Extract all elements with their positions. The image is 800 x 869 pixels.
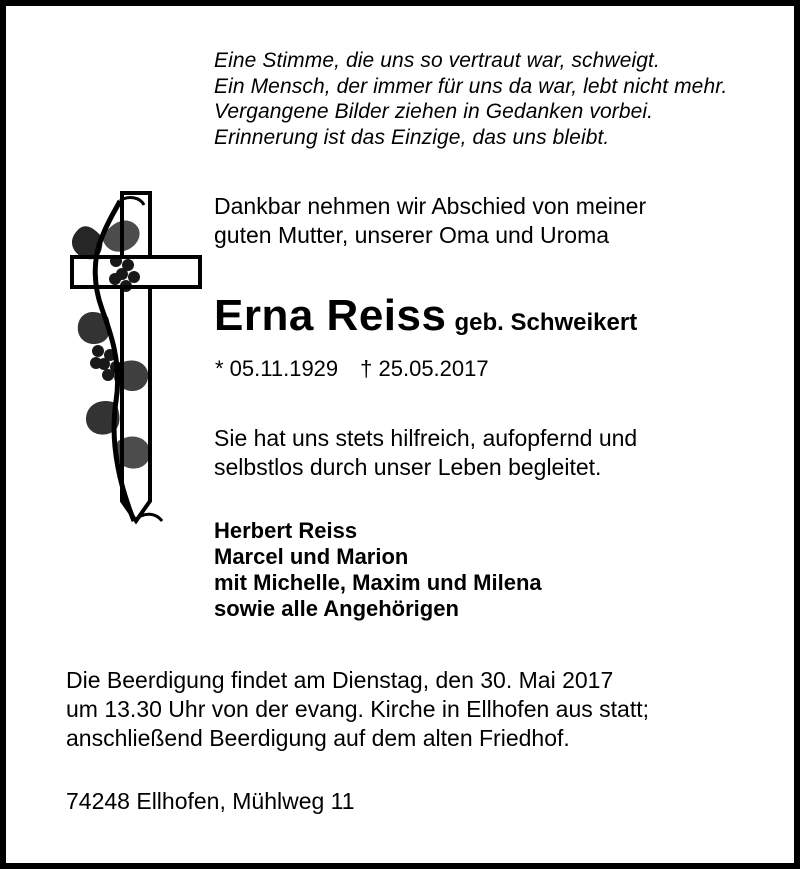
family-line: Herbert Reiss bbox=[214, 518, 358, 543]
tribute-block bbox=[214, 424, 774, 482]
poem-line: Vergangene Bilder ziehen in Gedanken vorbei. bbox=[214, 100, 654, 123]
family-line: sowie alle Angehörigen bbox=[214, 596, 459, 621]
tribute-line: Sie hat uns stets hilfreich, aufopfernd und bbox=[214, 425, 638, 451]
life-dates bbox=[215, 356, 489, 382]
obituary-inner bbox=[6, 6, 794, 863]
poem-line: Ein Mensch, der immer für uns da war, lebt nicht mehr. bbox=[214, 74, 728, 98]
tribute-line: selbstlos durch unser Leben begleitet. bbox=[214, 454, 602, 480]
funeral-line: um 13.30 Uhr von der evang. Kirche in Ellhofen aus statt; bbox=[66, 696, 649, 722]
funeral-details bbox=[66, 666, 766, 753]
poem-line: Eine Stimme, die uns so vertraut war, schweigt. bbox=[214, 49, 660, 72]
death-date: † 25.05.2017 bbox=[360, 356, 489, 381]
poem-block bbox=[214, 48, 774, 150]
funeral-line: anschließend Beerdigung auf dem alten Friedhof. bbox=[66, 725, 570, 751]
funeral-line: Die Beerdigung findet am Dienstag, den 30. Mai 2017 bbox=[66, 667, 614, 693]
family-line: Marcel und Marion bbox=[214, 544, 409, 569]
intro-block bbox=[214, 192, 774, 250]
deceased-name-main: Erna Reiss bbox=[214, 291, 447, 340]
poem-line: Erinnerung ist das Einzige, das uns bleibt. bbox=[214, 125, 610, 149]
cross-with-vine-icon bbox=[58, 191, 203, 536]
intro-line: Dankbar nehmen wir Abschied von meiner bbox=[214, 193, 647, 219]
intro-line: guten Mutter, unserer Oma und Uroma bbox=[214, 222, 610, 248]
address-line: 74248 Ellhofen, Mühlweg 11 bbox=[66, 788, 355, 814]
family-block bbox=[214, 518, 774, 622]
deceased-name-suffix: geb. Schweikert bbox=[454, 309, 638, 336]
birth-date: * 05.11.1929 bbox=[215, 356, 339, 381]
family-line: mit Michelle, Maxim und Milena bbox=[214, 570, 542, 595]
deceased-name bbox=[214, 291, 784, 341]
